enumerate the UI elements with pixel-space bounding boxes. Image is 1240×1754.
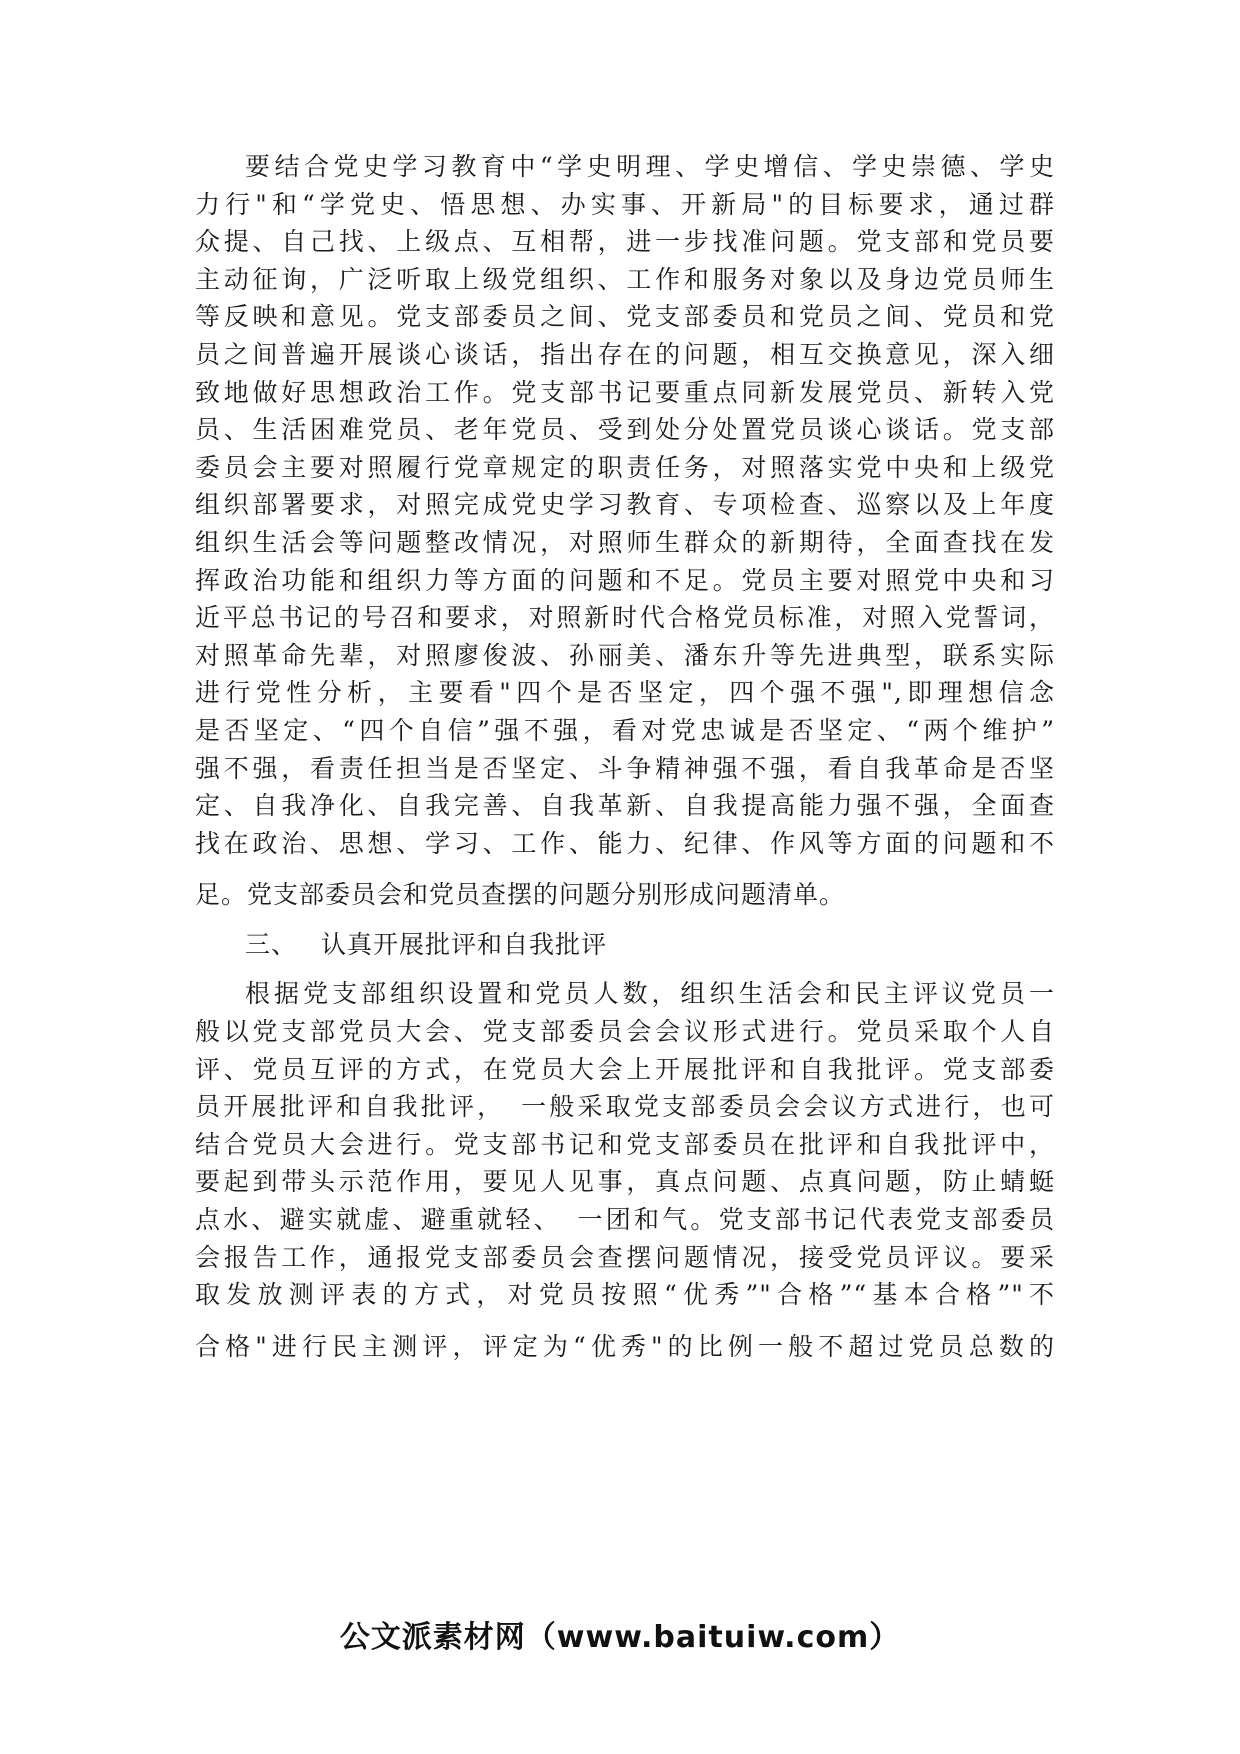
text-line: 委员会主要对照履行党章规定的职责任务，对照落实党中央和上级党 (195, 452, 1055, 482)
text-line: 评、党员互评的方式，在党员大会上开展批评和自我批评。党支部委 (195, 1054, 1055, 1084)
text-line: 点水、避实就虚、避重就轻、 一团和气。党支部书记代表党支部委员 (195, 1205, 1055, 1235)
text-line: 员、生活困难党员、老年党员、受到处分处置党员谈心谈话。党支部 (195, 415, 1055, 445)
text-line: 要起到带头示范作用，要见人见事，真点问题、点真问题，防止蜻蜓 (195, 1167, 1055, 1197)
text-line: 结合党员大会进行。党支部书记和党支部委员在批评和自我批评中， (195, 1129, 1055, 1159)
text-line: 员之间普遍开展谈心谈话，指出存在的问题，相互交换意见，深入细 (195, 339, 1055, 369)
text-line: 近平总书记的号召和要求，对照新时代合格党员标准，对照入党誓词， (195, 603, 1055, 633)
text-line: 般以党支部党员大会、党支部委员会会议形式进行。党员采取个人自 (195, 1017, 1055, 1047)
text-line: 挥政治功能和组织力等方面的问题和不足。党员主要对照党中央和习 (195, 565, 1055, 595)
text-line: 足。党支部委员会和党员查摆的问题分别形成问题清单。 (195, 880, 846, 910)
section-title: 认真开展批评和自我批评 (321, 929, 608, 959)
footer-watermark: 公文派素材网（www.baituiw.com） (339, 1620, 901, 1655)
text-line: 致地做好思想政治工作。党支部书记要重点同新发展党员、新转入党 (195, 377, 1055, 407)
section-number: 三、 (245, 929, 298, 959)
text-line: 组织生活会等问题整改情况，对照师生群众的新期待，全面查找在发 (195, 527, 1055, 557)
text-line: 定、自我净化、自我完善、自我革新、自我提高能力强不强，全面查 (195, 791, 1055, 821)
text-line: 是否坚定、“四个自信”强不强，看对党忠诚是否坚定、“两个维护” (195, 715, 1055, 745)
text-line: 众提、自己找、上级点、互相帮，进一步找准问题。党支部和党员要 (195, 227, 1055, 257)
document-body (195, 148, 1055, 1365)
text-line: 合格"进行民主测评，评定为“优秀"的比例一般不超过党员总数的 (195, 1331, 1055, 1361)
text-line: 力行"和“学党史、悟思想、办实事、开新局"的目标要求，通过群 (195, 189, 1055, 219)
text-line: 强不强，看责任担当是否坚定、斗争精神强不强，看自我革命是否坚 (195, 753, 1055, 783)
text-line: 取发放测评表的方式，对党员按照“优秀”"合格”“基本合格”"不 (195, 1280, 1055, 1310)
text-line: 员开展批评和自我批评， 一般采取党支部委员会会议方式进行，也可 (195, 1092, 1055, 1122)
paragraph-2 (195, 975, 1055, 1365)
text-line: 根据党支部组织设置和党员人数，组织生活会和民主评议党员一 (245, 979, 1055, 1009)
text-line: 对照革命先辈，对照廖俊波、孙丽美、潘东升等先进典型，联系实际 (195, 640, 1055, 670)
text-line: 主动征询，广泛听取上级党组织、工作和服务对象以及身边党员师生 (195, 264, 1055, 294)
section-heading (195, 926, 1055, 964)
text-line: 等反映和意见。党支部委员之间、党支部委员和党员之间、党员和党 (195, 302, 1055, 332)
text-line: 要结合党史学习教育中“学史明理、学史增信、学史崇德、学史 (245, 152, 1055, 181)
text-line: 进行党性分析，主要看"四个是否坚定，四个强不强",即理想信念 (195, 678, 1055, 708)
text-line: 找在政治、思想、学习、工作、能力、纪律、作风等方面的问题和不 (195, 828, 1055, 858)
text-line: 会报告工作，通报党支部委员会查摆问题情况，接受党员评议。要采 (195, 1242, 1055, 1272)
paragraph-1 (195, 148, 1055, 914)
text-line: 组织部署要求，对照完成党史学习教育、专项检查、巡察以及上年度 (195, 490, 1055, 520)
